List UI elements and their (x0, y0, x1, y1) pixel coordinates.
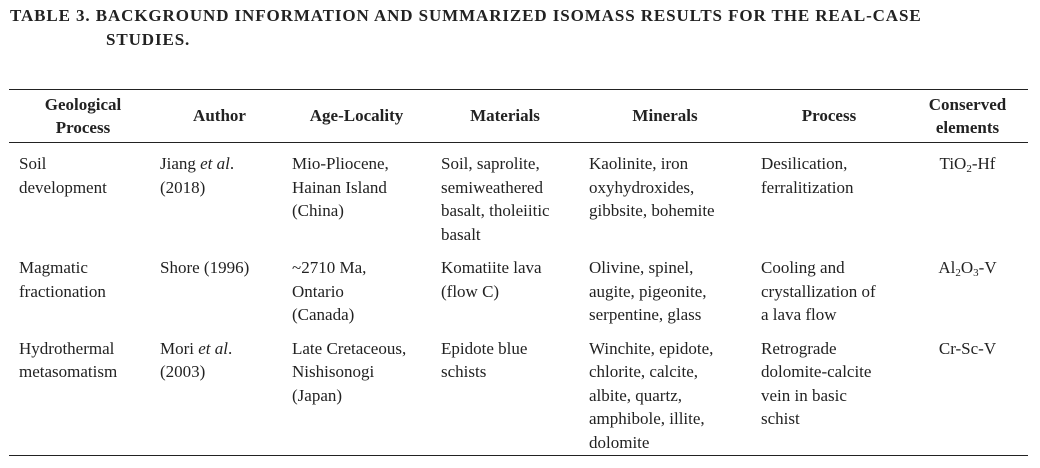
cell-process: Retrograde dolomite-calcite vein in basic schist (761, 338, 872, 428)
cell-author: Mori et al. (2003) (160, 338, 233, 381)
results-table (9, 89, 1028, 456)
table-header (9, 90, 1028, 143)
header-materials: Materials (470, 106, 540, 126)
header-process: Process (801, 106, 857, 126)
cell-geological-process: Hydrothermal metasomatism (19, 338, 118, 381)
cell-conserved-elements: $Al_2O_3-V$ (938, 258, 997, 279)
cell-process: Cooling and crystallization of a lava flow (761, 258, 876, 324)
table-body (9, 143, 1028, 456)
caption-line-1: TABLE 3. BACKGROUND INFORMATION AND SUMMARIZED ISOMASS RESULTS FOR THE REAL-CASE (10, 6, 922, 25)
cell-materials: Epidote blue schists (441, 338, 528, 381)
cell-age-locality: Mio-Pliocene, Hainan Island (China) (292, 154, 389, 220)
cell-materials: Komatiite lava (flow C) (441, 258, 542, 301)
header-row (9, 90, 1028, 143)
cell-minerals: Olivine, spinel, augite, pigeonite, serpentine, glass (589, 258, 707, 324)
header-conserved-elements: Conserved elements (928, 94, 1007, 137)
cell-minerals: Winchite, epidote, chlorite, calcite, albite, quartz, amphibole, illite, dolomite (589, 338, 714, 452)
cell-author: Shore (1996) (160, 258, 250, 277)
header-author: Author (193, 106, 246, 126)
table-row (9, 143, 1028, 247)
cell-age-locality: Late Cretaceous, Nishisonogi (Japan) (292, 338, 407, 405)
cell-conserved-elements: TiO$_2$-Hf (939, 154, 996, 175)
table-row (9, 246, 1028, 327)
cell-geological-process: Soil development (19, 154, 107, 197)
header-geological-process: Geological Process (44, 94, 122, 137)
cell-minerals: Kaolinite, iron oxyhydroxides, gibbsite, bohemite (589, 154, 715, 220)
cell-conserved-elements: Cr-Sc-V (938, 338, 997, 358)
table-caption (10, 4, 1030, 52)
cell-geological-process: Magmatic fractionation (19, 258, 106, 301)
cell-age-locality: ~2710 Ma, Ontario (Canada) (292, 258, 367, 324)
caption-line-2: STUDIES. (106, 30, 191, 49)
header-minerals: Minerals (632, 106, 698, 126)
cell-author: Jiang et al. (2018) (160, 154, 235, 197)
cell-materials: Soil, saprolite, semiweathered basalt, tholeiitic basalt (441, 154, 550, 244)
cell-process: Desilication, ferralitization (761, 154, 854, 197)
header-age-locality: Age-Locality (309, 106, 404, 126)
table-row (9, 327, 1028, 456)
